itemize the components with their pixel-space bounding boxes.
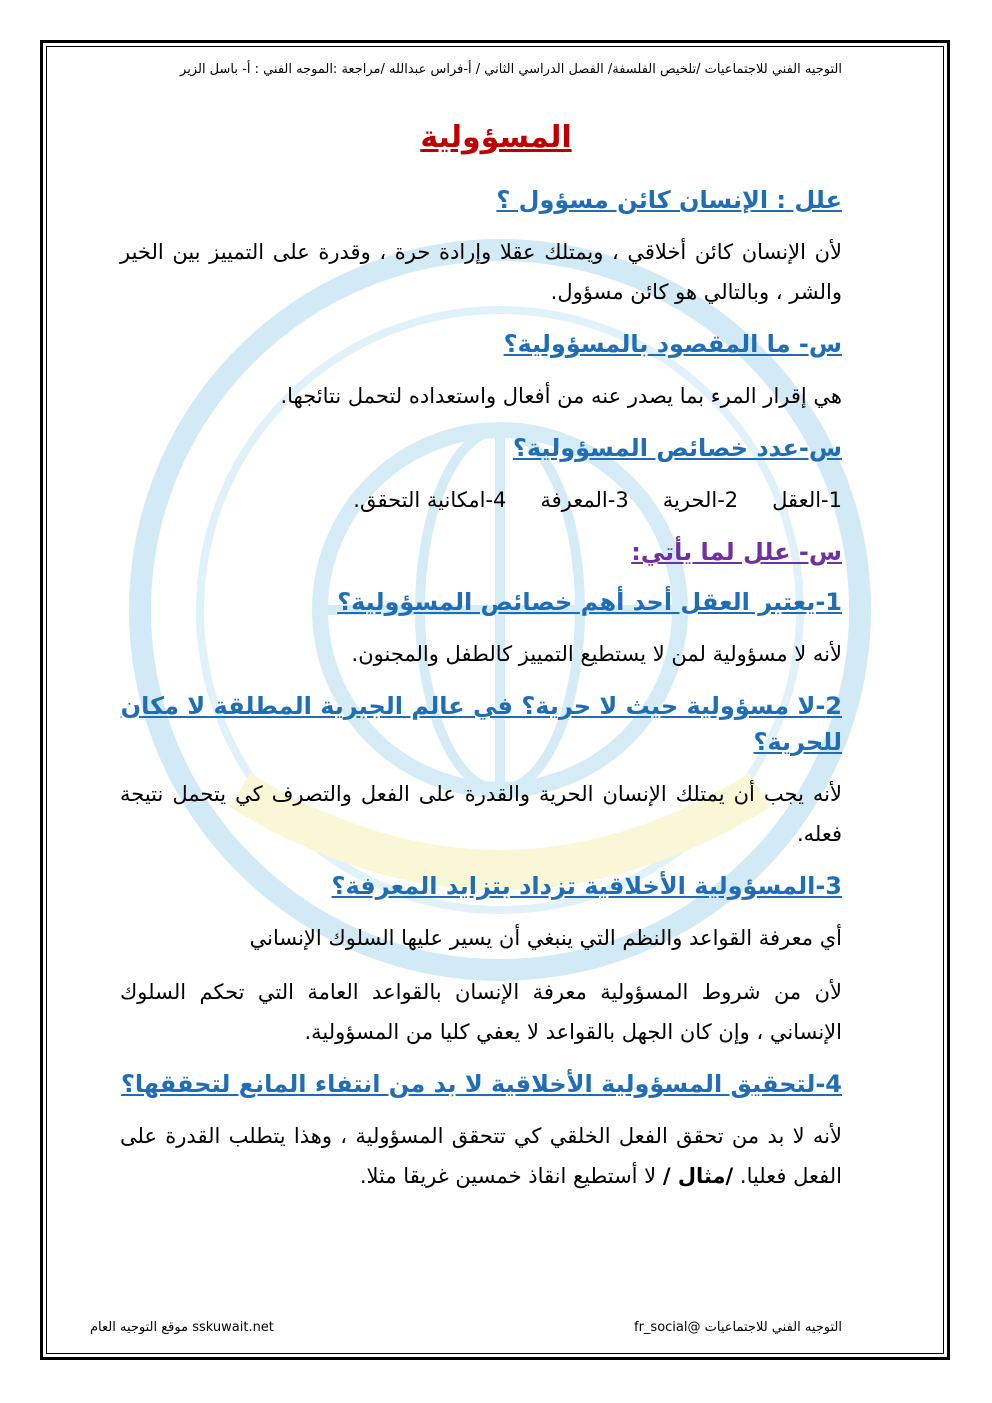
question-2: س- ما المقصود بالمسؤولية؟: [503, 330, 842, 358]
footer-left: sskuwait.net موقع التوجيه العام: [90, 1320, 274, 1335]
list-item: 3-المعرفة: [540, 488, 629, 512]
characteristics-list: [120, 480, 842, 520]
content: [120, 182, 842, 1196]
answer-8: [120, 1116, 842, 1196]
answer-7b: لأن من شروط المسؤولية معرفة الإنسان بالقواعد العامة التي تحكم السلوك الإنساني ، وإن كان الجهل بالقواعد لا يعفي كليا من المسؤولية.: [120, 980, 842, 1044]
example-label: /مثال /: [662, 1164, 734, 1188]
question-7: 3-المسؤولية الأخلاقية تزداد بتزايد المعرفة؟: [331, 872, 842, 900]
question-6: 2-لا مسؤولية حيث لا حرية؟ في عالم الجبرية المطلقة لا مكان للحرية؟: [120, 692, 842, 756]
answer-5: لأنه لا مسؤولية لمن لا يستطيع التمييز كالطفل والمجنون.: [351, 642, 842, 666]
answer-1: لأن الإنسان كائن أخلاقي ، ويمتلك عقلا وإرادة حرة ، وقدرة على التمييز بين الخير والشر ، وبالتالي هو كائن مسؤول.: [120, 240, 842, 304]
question-3: س-عدد خصائص المسؤولية؟: [512, 434, 842, 462]
question-1: علل : الإنسان كائن مسؤول ؟: [496, 186, 842, 214]
list-item: 4-امكانية التحقق.: [353, 488, 507, 512]
question-4-heading: س- علل لما يأتي:: [631, 538, 842, 566]
answer-6: لأنه يجب أن يمتلك الإنسان الحرية والقدرة على الفعل والتصرف كي يتحمل نتيجة فعله.: [120, 782, 842, 846]
question-8: 4-لتحقيق المسؤولية الأخلاقية لا بد من انتفاء المانع لتحققها؟: [120, 1070, 842, 1098]
answer-2: هي إقرار المرء بما يصدر عنه من أفعال واستعداده لتحمل نتائجها.: [280, 384, 842, 408]
list-item: 2-الحرية: [662, 488, 739, 512]
list-item: 1-العقل: [772, 488, 842, 512]
page-title: المسؤولية: [420, 120, 572, 155]
answer-7a: أي معرفة القواعد والنظم التي ينبغي أن يسير عليها السلوك الإنساني: [249, 926, 842, 950]
question-5: 1-يعتبر العقل أحد أهم خصائص المسؤولية؟: [337, 588, 842, 616]
page-header: التوجيه الفني للاجتماعيات /تلخيص الفلسفة/ الفصل الدراسي الثاني / أ-فراس عبدالله /مراجعة :الموجه الفني : أ- باسل الزير: [180, 62, 842, 77]
footer-right: التوجيه الفني للاجتماعيات @fr_social: [634, 1320, 842, 1335]
example-text: لا أستطيع انقاذ خمسين غريقا مثلا.: [359, 1164, 657, 1188]
answer-8-text: لأنه لا بد من تحقق الفعل الخلقي كي تتحقق المسؤولية ، وهذا يتطلب القدرة على الفعل فعليا.: [120, 1124, 842, 1188]
